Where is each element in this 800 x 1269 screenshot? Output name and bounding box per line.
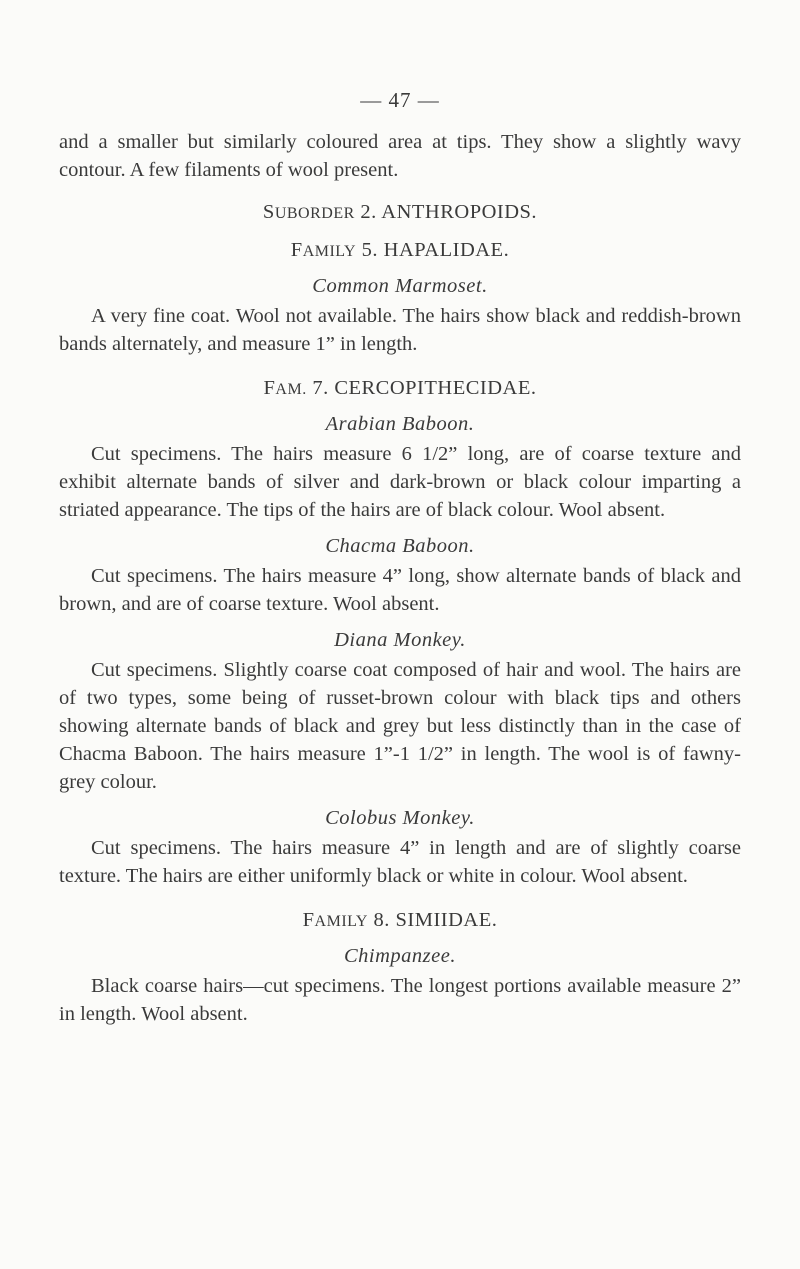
family-8-number: 8.: [373, 909, 390, 931]
arabian-baboon-title: Arabian Baboon.: [325, 413, 475, 435]
family-5-name: HAPALIDAE.: [383, 239, 510, 261]
intro-paragraph: and a smaller but similarly coloured area at tips. They show a slightly wavy contour. A few filaments of wool present.: [59, 131, 741, 181]
chacma-baboon-title: Chacma Baboon.: [325, 535, 475, 557]
arabian-baboon-paragraph: Cut specimens. The hairs measure 6 1/2” long, are of coarse texture and exhibit alternate bands of silver and dark-brown or black colour imparting a striated appearance. The tips of the hairs are of black colour. Wool absent.: [59, 443, 741, 521]
family-7-heading: [59, 374, 741, 404]
suborder-label-rest: UBORDER: [274, 205, 355, 222]
family-7-number: 7.: [312, 377, 329, 399]
chimpanzee-title: Chimpanzee.: [344, 945, 456, 967]
family-7-label-first: F: [263, 377, 276, 399]
family-8-name: SIMIIDAE.: [395, 909, 498, 931]
family-7-label-rest: AM.: [275, 381, 307, 398]
suborder-number: 2.: [360, 201, 377, 223]
suborder-name: ANTHROPOIDS.: [381, 201, 538, 223]
colobus-monkey-title: Colobus Monkey.: [325, 807, 475, 829]
page-number: — 47 —: [360, 88, 440, 112]
diana-monkey-title: Diana Monkey.: [334, 629, 466, 651]
suborder-label-first: S: [262, 201, 275, 223]
chacma-baboon-paragraph: Cut specimens. The hairs measure 4” long, show alternate bands of black and brown, and are of coarse texture. Wool absent.: [59, 565, 741, 615]
marmoset-title: Common Marmoset.: [312, 275, 488, 297]
family-8-label-rest: AMILY: [314, 913, 368, 930]
family-7-name: CERCOPITHECIDAE.: [334, 377, 537, 399]
family-8-label-first: F: [302, 909, 315, 931]
marmoset-paragraph: A very fine coat. Wool not available. The hairs show black and reddish-brown bands alternately, and measure 1” in length.: [59, 305, 741, 355]
family-5-number: 5.: [361, 239, 379, 261]
family-5-label-rest: AMILY: [302, 243, 357, 260]
diana-monkey-paragraph: Cut specimens. Slightly coarse coat composed of hair and wool. The hairs are of two types, some being of russet-brown colour with black tips and others showing alternate bands of black and grey but less distinctly than in the case of Chacma Baboon. The hairs measure 1”-1 1/2” in length. The wool is of fawny-grey colour.: [59, 659, 741, 793]
suborder-heading: [59, 198, 741, 228]
chimpanzee-paragraph: Black coarse hairs—cut specimens. The longest portions available measure 2” in length. Wool absent.: [59, 975, 741, 1025]
family-8-heading: [59, 906, 741, 936]
colobus-monkey-paragraph: Cut specimens. The hairs measure 4” in length and are of slightly coarse texture. The hairs are either uniformly black or white in colour. Wool absent.: [59, 837, 741, 887]
page-body: [59, 128, 741, 1028]
family-5-heading: [59, 236, 741, 266]
family-5-label-first: F: [290, 239, 303, 261]
